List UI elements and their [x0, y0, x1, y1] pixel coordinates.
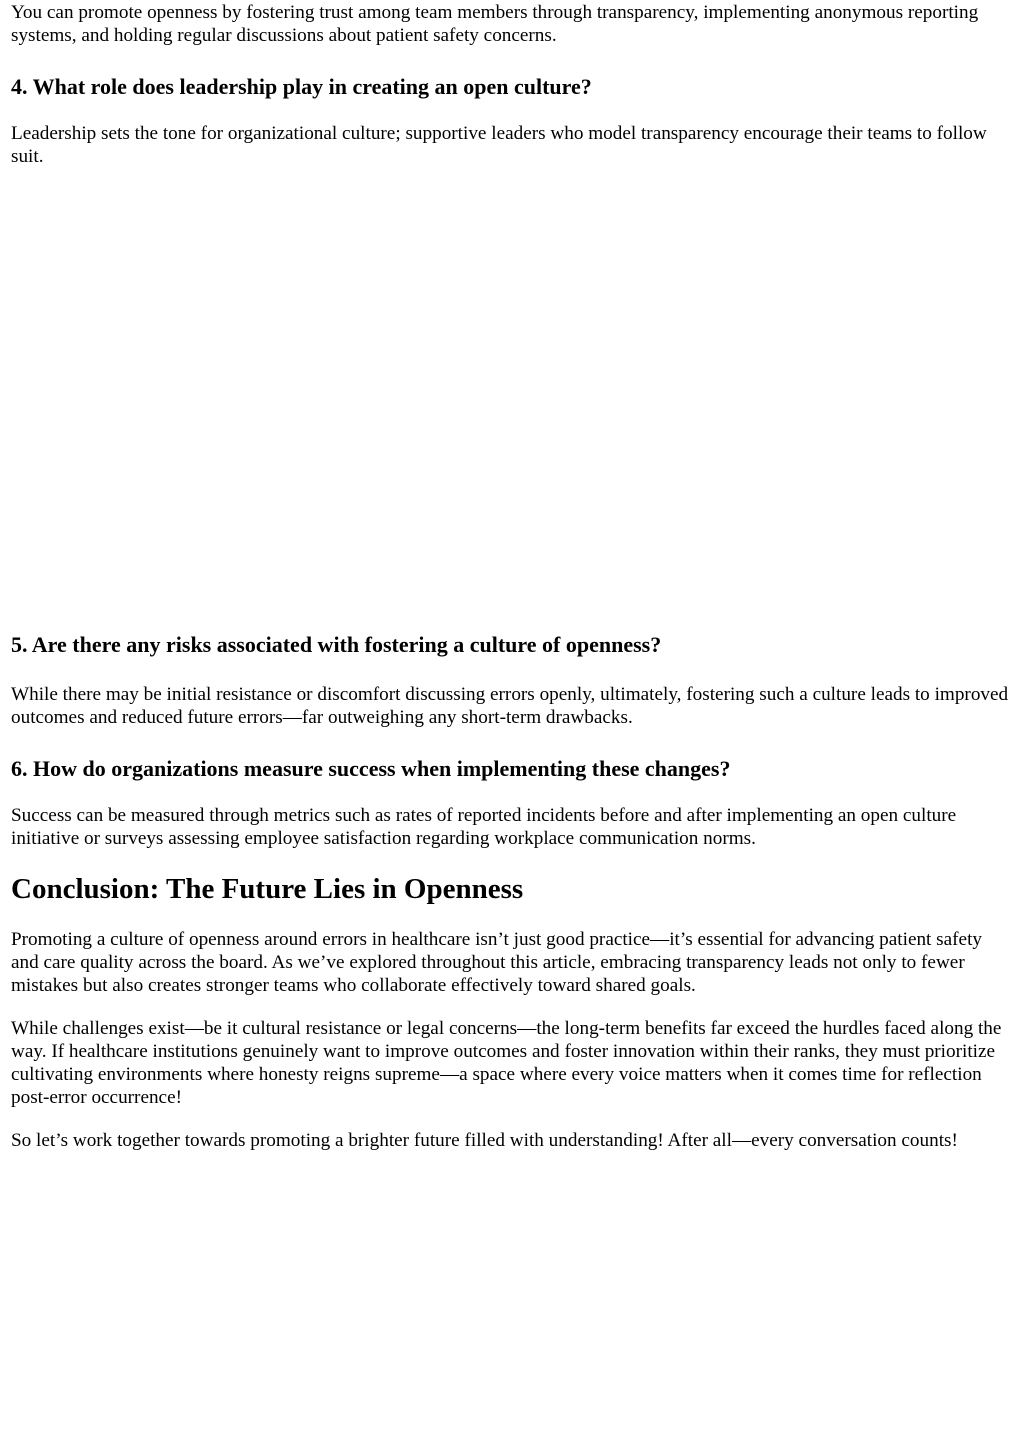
conclusion-paragraph: While challenges exist—be it cultural resistance or legal concerns—the long-term benefits far exceed the hurdles faced along the way. If healthcare institutions genuinely want to improve outcomes and foster innovation within their ranks, they must prioritize cultivating environments where honesty reigns supreme—a space where every voice matters when it comes time for reflection post-error occurrence!	[11, 1018, 1002, 1108]
faq-question-6: 6. How do organizations measure success when implementing these changes?	[11, 756, 731, 781]
conclusion-paragraph: Promoting a culture of openness around errors in healthcare isn’t just good practice—it’s essential for advancing patient safety and care quality across the board. As we’ve explored throughout this article, embracing transparency leads not only to fewer mistakes but also creates stronger teams who collaborate effectively toward shared goals.	[11, 929, 982, 996]
faq-answer-6: Success can be measured through metrics such as rates of reported incidents before and after implementing an open culture initiative or surveys assessing employee satisfaction regarding workplace communication norms.	[11, 805, 957, 849]
conclusion-heading: Conclusion: The Future Lies in Openness	[11, 873, 524, 905]
faq-question-5: 5. Are there any risks associated with fostering a culture of openness?	[11, 632, 662, 657]
faq-answer-4: Leadership sets the tone for organizational culture; supportive leaders who model transparency encourage their teams to follow suit.	[11, 123, 987, 167]
faq-answer-5: While there may be initial resistance or discomfort discussing errors openly, ultimately, fostering such a culture leads to improved outcomes and reduced future errors—far outweighing any short-term drawbacks.	[11, 684, 1009, 728]
empty-content-area	[11, 168, 1012, 608]
conclusion-paragraph: So let’s work together towards promoting a brighter future filled with understanding! After all—every conversation counts!	[11, 1130, 958, 1151]
faq-question-4: 4. What role does leadership play in creating an open culture?	[11, 74, 592, 99]
intro-paragraph: You can promote openness by fostering trust among team members through transparency, implementing anonymous reporting systems, and holding regular discussions about patient safety concerns.	[11, 2, 979, 46]
